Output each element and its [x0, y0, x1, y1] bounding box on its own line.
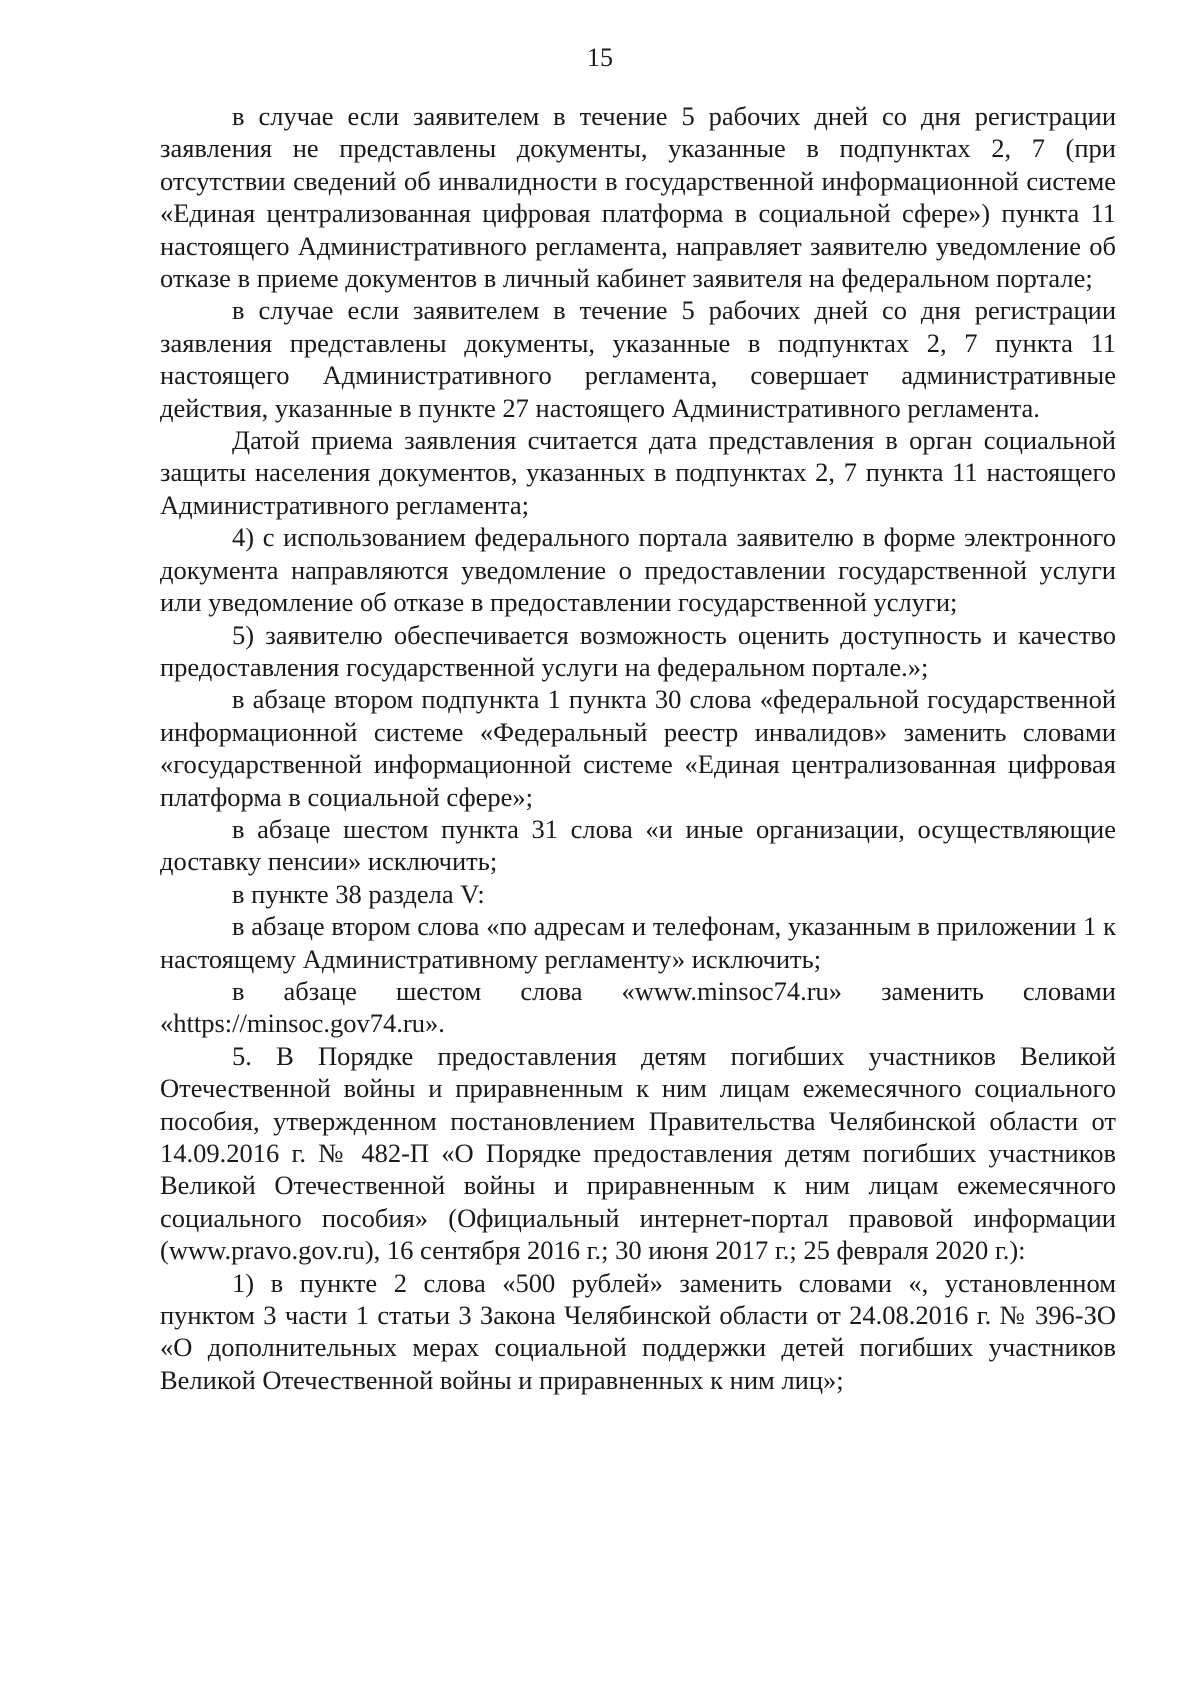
- paragraph: 4) с использованием федерального портала заявителю в форме электронного документа направляются уведомление о предоставлении государственной услуги или уведомление об отказе в предоставлении государственной услуги;: [160, 522, 1116, 618]
- paragraph: в абзаце шестом слова «www.minsoc74.ru» заменить словами «https://minsoc.gov74.ru».: [160, 975, 1116, 1039]
- paragraph: Датой приема заявления считается дата представления в орган социальной защиты населения документов, указанных в подпунктах 2, 7 пункта 11 настоящего Административного регламента;: [160, 425, 1116, 520]
- paragraph: в абзаце шестом пункта 31 слова «и иные организации, осуществляющие доставку пенсии» исключить;: [160, 813, 1116, 877]
- paragraph: в абзаце втором слова «по адресам и телефонам, указанным в приложении 1 к настоящему Административному регламенту» исключить;: [160, 911, 1116, 974]
- paragraph: в случае если заявителем в течение 5 рабочих дней со дня регистрации заявления представлены документы, указанные в подпунктах 2, 7 пункта 11 настоящего Административного регламента, совершает административные действия, указанные в пункте 27 настоящего Административного регламента.: [160, 295, 1116, 423]
- paragraph: в пункте 38 раздела V:: [232, 878, 485, 909]
- paragraph: 5) заявителю обеспечивается возможность оценить доступность и качество предоставления государственной услуги на федеральном портале.»;: [160, 619, 1116, 682]
- paragraph: 1) в пункте 2 слова «500 рублей» заменить словами «, установленном пунктом 3 части 1 статьи 3 Закона Челябинской области от 24.08.2016 г. № 396-ЗО «О дополнительных мерах социальной поддержки детей погибших участников Великой Отечественной войны и приравненных к ним лиц»;: [160, 1267, 1116, 1395]
- page-number: 15: [587, 43, 613, 72]
- paragraph: 5. В Порядке предоставления детям погибших участников Великой Отечественной войны и приравненным к ним лицам ежемесячного социального пособия, утвержденном постановлением Правительства Челябинской области от 14.09.2016 г. № 482-П «О Порядке предоставления детям погибших участников Великой Отечественной войны и приравненным к ним лицам ежемесячного социального пособия» (Официальный интернет-портал правовой информации (www.pravo.gov.ru), 16 сентября 2016 г.; 30 июня 2017 г.; 25 февраля 2020 г.):: [160, 1040, 1116, 1266]
- paragraph: в случае если заявителем в течение 5 рабочих дней со дня регистрации заявления не представлены документы, указанные в подпунктах 2, 7 (при отсутствии сведений об инвалидности в государственной информационной системе «Единая централизованная цифровая платформа в социальной сфере») пункта 11 настоящего Административного регламента, направляет заявителю уведомление об отказе в приеме документов в личный кабинет заявителя на федеральном портале;: [160, 101, 1116, 294]
- document-body: [160, 100, 1116, 1396]
- paragraph: в абзаце втором подпункта 1 пункта 30 слова «федеральной государственной информационной системе «Федеральный реестр инвалидов» заменить словами «государственной информационной системе «Единая централизованная цифровая платформа в социальной сфере»;: [160, 684, 1116, 812]
